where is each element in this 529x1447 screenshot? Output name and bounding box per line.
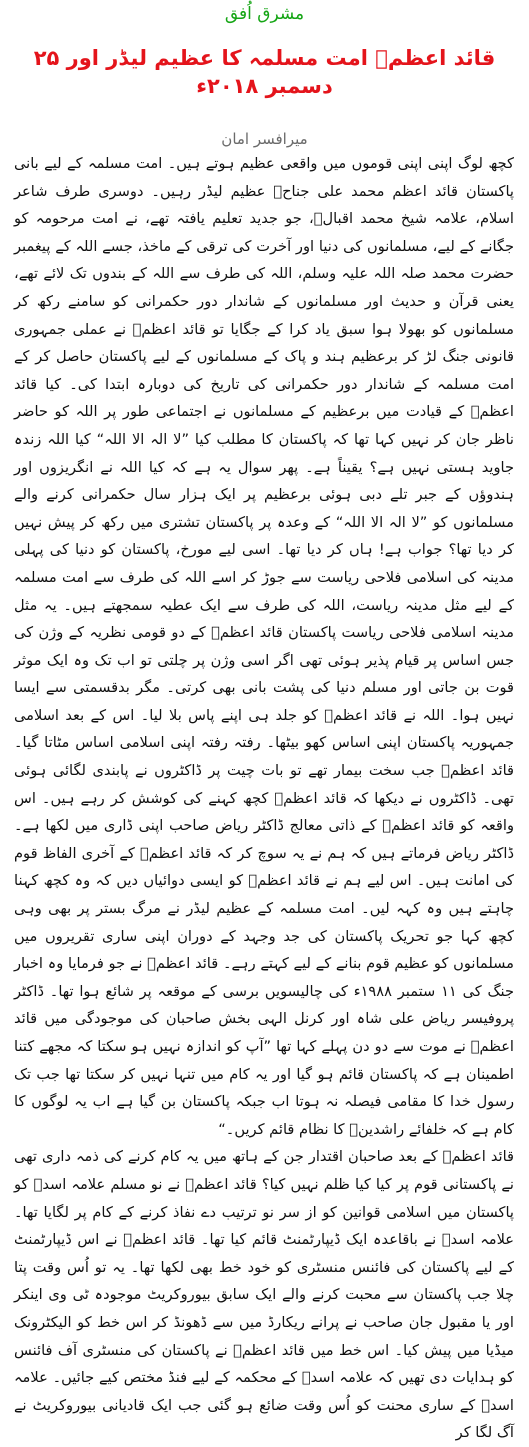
paragraph-1: کچھ لوگ اپنی اپنی قوموں میں واقعی عظیم ہوتے ہیں۔ امت مسلمہ کے لیے بانی پاکستان قائد اعظم محمد علی جناحؒ عظیم لیڈر رہیں۔ دوسری طرف شاعر اسلام، علامہ شیخ محمد اقبالؒ، جو جدید تعلیم یافتہ تھے، نے امت مرحومہ کو جگانے کے لیے، مسلمانوں کی دنیا اور آخرت کی ترقی کے ماخذ، جسے اللہ کے پیغمبر حضرت محمد صلہ اللہ علیہ وسلم، اللہ کی طرف سے اللہ کے بندوں تک لائے تھے، یعنی قرآن و حدیث اور مسلمانوں کے شاندار دور حکمرانی کو سامنے رکھ کر مسلمانوں کو بھولا ہوا سبق یاد کرا کے جگایا تو قائد اعظمؒ نے عملی جمہوری قانونی جنگ لڑ کر برعظیم ہند و پاک کے مسلمانوں کے لیے پاکستان حاصل کر کے امت مسلمہ کے شاندار دور حکمرانی کی تاریخ کی دوبارہ ابتدا کی۔ کیا قائد اعظمؒ کے قیادت میں برعظیم کے مسلمانوں نے اجتماعی طور پر اللہ کو حاضر ناظر جان کر نہیں کہا تھا کہ پاکستان کا مطلب کیا ”لا الہ الا اللہ“ کیا اللہ زندہ جاوید ہستی نہیں ہے؟ یقیناً ہے۔ پھر سوال یہ ہے کہ کیا اللہ نے انگریزوں اور ہندوؤں کے جبر تلے دبی ہوئی برعظیم پر ایک ہزار سال حکمرانی کرنے والے مسلمانوں کو ”لا الہ الا اللہ“ کے وعدہ پر پاکستان تشتری میں رکھ کر پیش نہیں کر دیا تھا؟ جواب ہے! ہاں کر دیا تھا۔ اسی لیے مورخ، پاکستان کو دنیا کی پہلی مدینہ کی اسلامی فلاحی ریاست سے جوڑ کر اسے اللہ کی طرف سے امت مسلمہ کے لیے مثل مدینہ ریاست، اللہ کی طرف سے ایک عطیہ سمجھتے ہیں۔ یہ مثل مدینہ اسلامی فلاحی ریاست پاکستان قائد اعظمؒ کے دو قومی نظریہ کے وژن کی جس اساس پر قیام پذیر ہوئی تھی اگر اسی وژن پر چلتی تو اب تک وہ ایک موثر قوت بن جاتی اور مسلم دنیا کی پشت بانی بھی کرتی۔ مگر بدقسمتی سے ایسا نہیں ہوا۔ اللہ نے قائد اعظمؒ کو جلد ہی اپنے پاس بلا لیا۔ اس کے بعد اسلامی جمہوریہ پاکستان اپنی اساس کھو بیٹھا۔ رفتہ رفتہ اپنی اسلامی اساس مٹاتا گیا۔ قائد اعظمؒ جب سخت بیمار تھے تو بات چیت پر ڈاکٹروں نے پابندی لگائی ہوئی تھی۔ ڈاکٹروں نے دیکھا کہ قائد اعظمؒ کچھ کہنے کی کوشش کر رہے ہیں۔ اس واقعہ کو قائد اعظمؒ کے ذاتی معالج ڈاکٹر ریاض صاحب اپنی ڈاری میں لکھا ہے۔ ڈاکٹر ریاض فرماتے ہیں کہ ہم نے یہ سوچ کر کہ قائد اعظمؒ کے آخری الفاظ قوم کی امانت ہیں۔ اس لیے ہم نے قائد اعظمؒ کو ایسی دوائیاں دیں کہ وہ کچھ کہنا چاہتے ہیں وہ کہہ لیں۔ امت مسلمہ کے عظیم لیڈر نے مرگ بستر پر بھی وہی کچھ کہا جو تحریک پاکستان کی جد وجہد کے دوران اپنی ساری تقریروں میں مسلمانوں کو عظیم قوم بنانے کے لیے کہتے رہے۔ قائد اعظمؒ نے جو فرمایا وہ اخبار جنگ کی ۱۱ ستمبر ۱۹۸۸ء کی چالیسویں برسی کے موقعہ پر شائع ہوا تھا۔ ڈاکٹر پروفیسر ریاض علی شاہ اور کرنل الہی بخش صاحبان کی موجودگی میں قائد اعظمؒ نے موت سے دو دن پہلے کہا تھا ”آپ کو اندازہ نہیں ہو سکتا کہ مجھے کتنا اطمینان ہے کہ پاکستان قائم ہو گیا اور یہ کام میں تنہا نہیں کر سکتا تھا جب تک رسول خدا کا مقامی فیصلہ نہ ہوتا اب جبکہ پاکستان بن گیا ہے اب یہ لوگوں کا کام ہے کہ خلفائے راشدینؓ کا نظام قائم کریں۔“ <box>14 155 514 1138</box>
article-body <box>14 150 514 1442</box>
section-label: مشرق اُفق <box>224 4 305 24</box>
author-byline: میرافسر امان <box>221 130 308 148</box>
article-header <box>0 0 529 148</box>
headline: قائد اعظمؒ امت مسلمہ کا عظیم لیڈر اور ۲۵ دسمبر ۲۰۱۸ء <box>33 46 496 98</box>
paragraph-2: قائد اعظمؒ کے بعد صاحبان اقتدار جن کے ہاتھ میں یہ کام کرنے کی ذمہ داری تھی نے پاکستانی قوم پر کیا کیا ظلم نہیں کیا؟ قائد اعظمؒ نے نو مسلم علامہ اسدؒ کو پاکستان میں اسلامی قوانین کو از سر نو ترتیب دے نفاذ کرنے کے کام پر لگایا تھا۔ علامہ اسدؒ نے باقاعدہ ایک ڈیپارٹمنٹ قائم کیا تھا۔ قائد اعظمؒ نے اس ڈیپارٹمنٹ کے لیے پاکستان کی فائنس منسٹری کو خود خط بھی لکھا تھا۔ یہ تو اُس وقت پتا چلا جب پاکستان سے محبت کرنے والے ایک سابق بیوروکریٹ موجودہ ٹی وی اینکر اور یا مقبول جان صاحب نے پرانے ریکارڈ میں سے ڈھونڈ کر اس خط کو الیکٹرونک میڈیا میں پیش کیا۔ اس خط میں قائد اعظمؒ نے پاکستان کی منسٹری آف فائنس کو ہدایات دی تھیں کہ علامہ اسدؒ کے محکمہ کے لیے فنڈ مختص کیے جائیں۔ علامہ اسدؒ کے ساری محنت کو اُس وقت ضائع ہو گئی جب ایک قادیانی بیوروکریٹ نے آگ لگا کر <box>14 1148 514 1442</box>
